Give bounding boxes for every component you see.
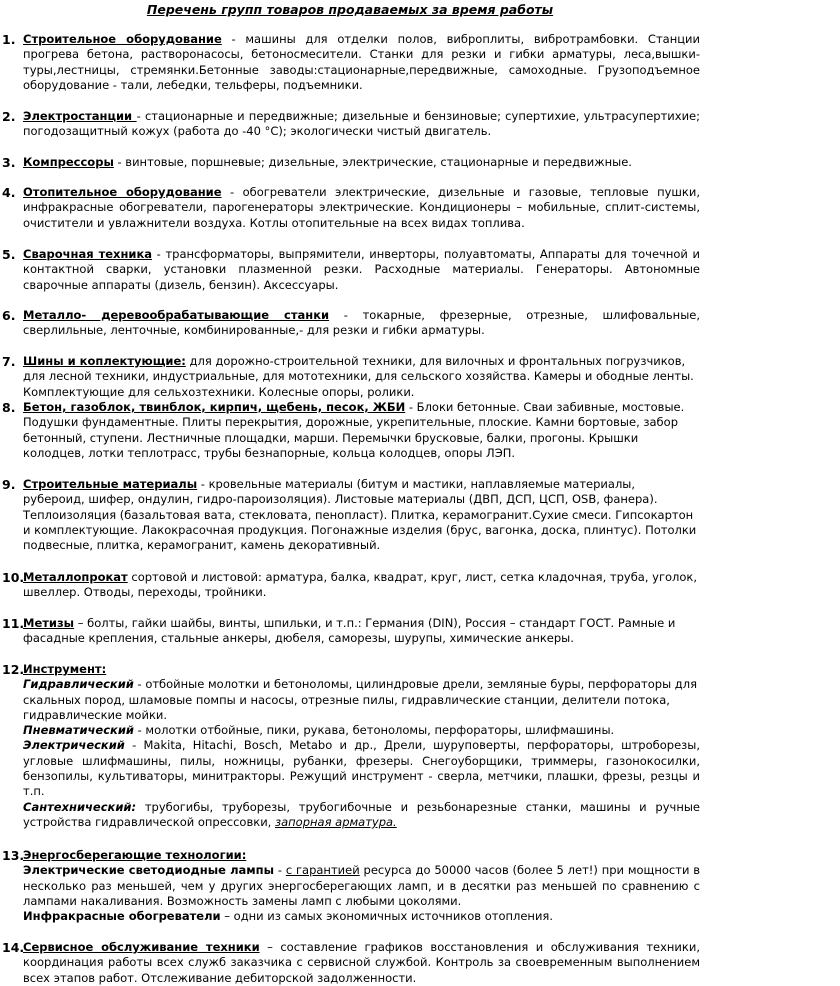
item-body [23,616,700,647]
item-number: 13. [2,848,25,863]
tool-category-label: Пневматический [23,723,134,738]
item-body [23,477,700,553]
item-number: 2. [2,109,16,124]
item-heading: Компрессоры [23,155,114,169]
tool-category-label: Сантехнический: [23,799,137,814]
item-heading: Металло- деревообрабатывающие станки [23,308,330,322]
item-body [23,32,700,93]
item-heading: Инструмент: [23,662,107,676]
item-number: 3. [2,155,16,170]
tool-category-label: Гидравлический [23,677,134,692]
item-text: - стационарные и передвижные; дизельные и бензиновые; супертихие, ультрасупертихие; погодозащитный кожух (работа до -40 °С); экологически чистый двигатель. [23,109,700,139]
item-heading: Строительные материалы [23,477,198,491]
item-heading: Сервисное обслуживание техники [23,940,260,954]
tool-subsection [23,738,700,799]
item-heading: Строительное оборудование [23,32,222,46]
item-body [23,662,700,830]
energy-paragraph [23,863,700,909]
item-text: - Блоки бетонные. Сваи забивные, мостовые. Подушки фундаментные. Плиты перекрытия, дорожные, укрепительные, плоские. Камни бортовые, забор бетонный, ступени. Лестничные площадки, марши. Перемычки брусковые, балки, прогоны. Крышки колодцев, лотки теплотрасс, трубы безнапорные, кольца колодцев, опоры ЛЭП. [23,400,685,460]
item-body [23,155,700,170]
item-body [23,848,700,924]
item-heading: Сварочная техника [23,247,153,261]
item-number: 12. [2,662,25,677]
item-text: - токарные, фрезерные, отрезные, шлифовальные, сверлильные, ленточные, комбинированные,- для резки и гибки арматуры. [23,308,700,338]
item-body [23,354,700,400]
item-text: - трансформаторы, выпрямители, инверторы, полуавтоматы, Аппараты для точечной и контактной сварки, установки плазменной резки. Расходные материалы. Генераторы. Автономные сварочные аппараты (дизель, бензин). Аксессуары. [23,247,700,292]
item-heading: Шины и коплектующие: [23,354,186,368]
item-number: 1. [2,32,16,47]
item-number: 9. [2,477,16,492]
item-heading: Энергосберегающие технологии: [23,848,247,862]
document-title: Перечень групп товаров продаваемых за время работы [146,2,554,17]
item-heading: Металлопрокат [23,570,128,584]
energy-product-text: ресурса до 50000 часов (более 5 лет!) при мощности в несколько раз меньшей, чем у других энергосберегающих ламп, и в десятки раз меньшей по сравнению с лампами накаливания. Возможность замены ламп с любыми цоколями. [23,863,701,908]
item-number: 4. [2,185,16,200]
item-number: 14. [2,940,25,955]
item-body [23,940,700,986]
item-number: 10. [2,570,25,585]
item-text: - обогреватели электрические, дизельные и газовые, тепловые пушки, инфракрасные обогреватели, парогенераторы электрические. Кондиционеры – мобильные, сплит-системы, очистители и увлажнители воздуха. Котлы отопительные на всех видах топлива. [23,185,700,230]
item-body [23,308,700,339]
item-body [23,185,700,231]
item-text: - машины для отделки полов, виброплиты, вибротрамбовки. Станции прогрева бетона, растворонасосы, бетоносмесители. Станки для резки и гибки арматуры, леса,вышки-туры,лестницы, стремянки.Бетонные заводы:стационарные,передвижные, самоходные. Грузоподъемное оборудование - тали, лебедки, тельферы, подъемники. [23,32,700,92]
item-text: - кровельные материалы (битум и мастики, наплавляемые материалы, рубероид, шифер, ондулин, гидро-пароизоляция). Листовые материалы (ДВП, ДСП, ЦСП, OSB, фанера). Теплоизоляция (базальтовая вата, стекловата, пенопласт). Плитка, керамогранит.Сухие смеси. Гипсокартон и комплектующие. Лакокрасочная продукция. Погонажные изделия (брус, вагонка, доска, плинтус). Потолки подвесные, плитка, керамогранит, камень декоративный. [23,477,697,553]
guarantee-link[interactable]: с гарантией [285,863,360,878]
item-number: 5. [2,247,16,262]
item-heading: Метизы [23,616,75,630]
tool-category-text: - молотки отбойные, пики, рукава, бетоноломы, перфораторы, шлифмашины. [133,723,615,738]
energy-separator: - [274,863,286,878]
item-number: 11. [2,616,25,631]
item-body [23,570,700,601]
tool-category-link[interactable]: запорная арматура. [274,814,397,829]
item-body [23,400,700,461]
energy-product-name: Инфракрасные обогреватели [23,909,221,924]
item-number: 7. [2,354,16,369]
item-text: - винтовые, поршневые; дизельные, электрические, стационарные и передвижные. [113,155,632,169]
tool-category-text: трубогибы, труборезы, трубогибочные и резьбонарезные станки, машины и ручные устройства гидравлической опрессовки, [23,799,700,829]
item-text: для дорожно-строительной техники, для вилочных и фронтальных погрузчиков, для лесной техники, индустриальные, для мототехники, для сельского хозяйства. Камеры и ободные ленты. Комплектующие для сельхозтехники. Колесные опоры, ролики. [23,354,694,399]
item-number: 6. [2,308,16,323]
item-text: – болты, гайки шайбы, винты, шпильки, и т.п.: Германия (DIN), Россия – стандарт ГОСТ. Рамные и фасадные крепления, стальные анкеры, дюбеля, саморезы, шурупы, химические анкеры. [23,616,676,646]
item-heading: Отопительное оборудование [23,185,222,199]
item-heading: Электростанции [23,109,137,123]
tool-category-label: Электрический [23,738,125,753]
energy-product-name: Электрические светодиодные лампы [23,863,275,878]
item-body [23,247,700,293]
energy-product-text: – одни из самых экономичных источников отопления. [220,909,553,924]
item-text: сортовой и листовой: арматура, балка, квадрат, круг, лист, сетка кладочная, труба, уголок, швеллер. Отводы, переходы, тройники. [23,570,698,600]
item-heading: Бетон, газоблок, твинблок, кирпич, щебень, песок, ЖБИ [23,400,406,414]
item-number: 8. [2,400,16,415]
tool-subsection [23,677,700,723]
item-body [23,109,700,140]
tool-subsection [23,723,700,738]
tool-subsection [23,800,700,831]
item-text: – составление графиков восстановления и обслуживания техники, координация работы всех служб заказчика с сервисной службой. Контроль за своевременным выполнением всех этапов работ. Отслеживание дебиторской задолженности. [23,940,700,985]
tool-category-text: - Makita, Hitachi, Bosch, Metabo и др., Дрели, шуруповерты, перфораторы, штроборезы, угловые шлифмашины, пилы, ножницы, рубанки, фрезеры. Снегоуборщики, триммеры, газонокосилки, бензопилы, культиваторы, минитракторы. Режущий инструмент - сверла, метчики, плашки, фрезы, резцы и т.п. [23,738,700,799]
tool-category-text: - отбойные молотки и бетоноломы, цилиндровые дрели, земляные буры, перфораторы для скальных пород, шламовые помпы и насосы, отрезные пилы, гидравлические станции, делители потока, гидравлические мойки. [23,677,698,722]
energy-paragraph [23,909,700,924]
